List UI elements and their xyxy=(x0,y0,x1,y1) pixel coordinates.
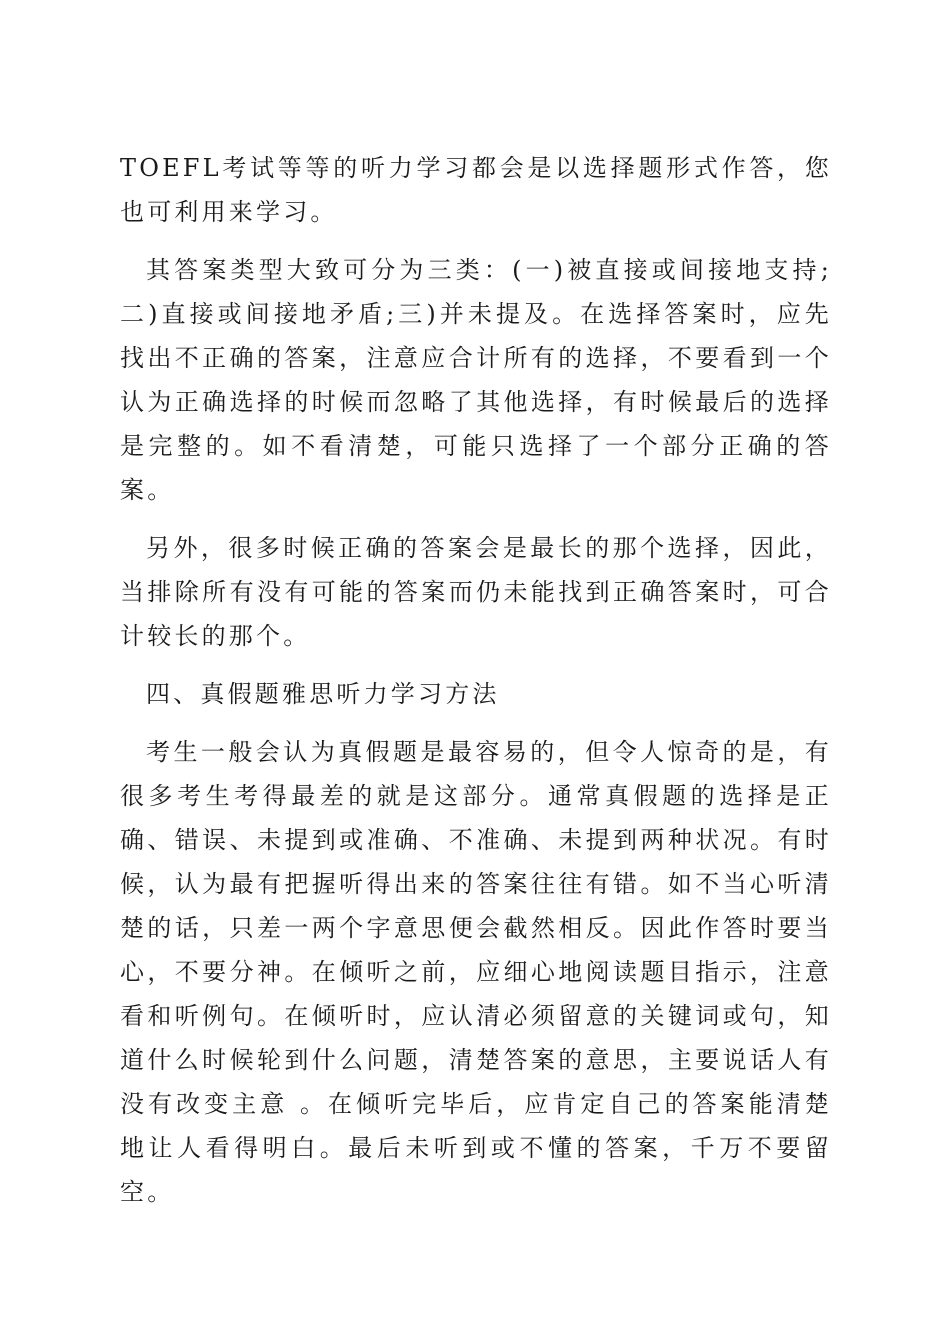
section-heading-true-false: 四、真假题雅思听力学习方法 xyxy=(146,680,500,708)
document-body xyxy=(120,146,832,1228)
paragraph-answer-types: 其答案类型大致可分为三类：(一)被直接或间接地支持;二)直接或间接地矛盾;三)并未提及。在选择答案时，应先找出不正确的答案，注意应合计所有的选择，不要看到一个认为正确选择的时候而忽略了其他选择，有时候最后的选择是完整的。如不看清楚，可能只选择了一个部分正确的答案。 xyxy=(120,256,832,504)
paragraph-true-false-method: 考生一般会认为真假题是最容易的，但令人惊奇的是，有很多考生考得最差的就是这部分。通常真假题的选择是正确、错误、未提到或准确、不准确、未提到两种状况。有时候，认为最有把握听得出来的答案往往有错。如不当心听清楚的话，只差一两个字意思便会截然相反。因此作答时要当心，不要分神。在倾听之前，应细心地阅读题目指示，注意看和听例句。在倾听时，应认清必须留意的关键词或句，知道什么时候轮到什么问题，清楚答案的意思，主要说话人有没有改变主意 。在倾听完毕后，应肯定自己的答案能清楚地让人看得明白。最后未听到或不懂的答案，千万不要留空。 xyxy=(120,738,832,1206)
paragraph-longest-answer: 另外，很多时候正确的答案会是最长的那个选择，因此，当排除所有没有可能的答案而仍未能找到正确答案时，可合计较长的那个。 xyxy=(120,534,832,650)
paragraph-toefl-intro: TOEFL考试等等的听力学习都会是以选择题形式作答，您也可利用来学习。 xyxy=(120,154,832,226)
